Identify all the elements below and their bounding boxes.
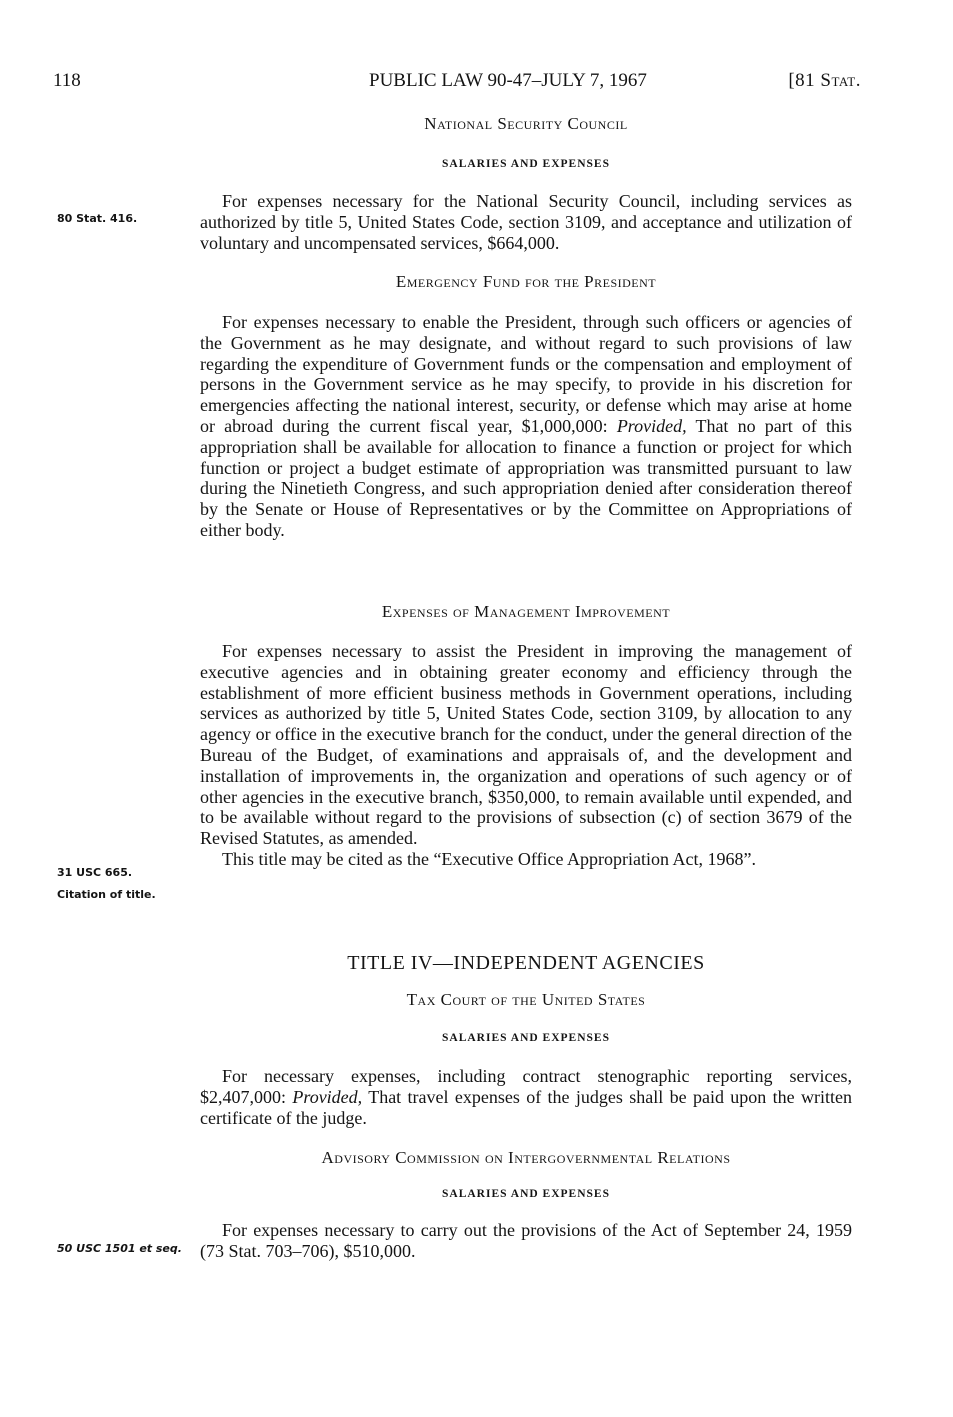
page-header xyxy=(53,70,861,94)
management-paragraph xyxy=(200,641,852,870)
advisory-text: For expenses necessary to carry out the provisions of the Act of September 24, 1959 (73 Stat. 703–706), $510,000. xyxy=(200,1220,852,1261)
emergency-paragraph xyxy=(200,312,852,541)
stat-reference: [81 Stat. xyxy=(788,70,861,91)
nsc-subheading: SALARIES AND EXPENSES xyxy=(442,158,610,170)
emergency-text-rest: That no part of this appropriation shall be available for allocation to finance a function or project for which function or project a budget estimate of appropriation was transmitted pursuant to law during the Ninetieth Congress, and such appropriation denied after consideration thereof by the Senate or House of Representatives or by the Committee on Appropriations of either body. xyxy=(200,415,852,540)
title-citation-text: This title may be cited as the “Executive Office Appropriation Act, 1968”. xyxy=(222,848,757,869)
running-title: PUBLIC LAW 90-47–JULY 7, 1967 xyxy=(369,70,647,91)
nsc-text: For expenses necessary for the National Security Council, including services as authorized by title 5, United States Code, section 3109, and acceptance and utilization of voluntary and uncompensated services, $664,000. xyxy=(200,191,852,253)
title-iv-heading: TITLE IV—INDEPENDENT AGENCIES xyxy=(347,952,705,974)
margin-note-citation: Citation of title. xyxy=(57,888,156,901)
management-text: For expenses necessary to assist the President in improving the management of executive agencies and in obtaining greater economy and efficiency through the establishment of more efficient business methods in Government operations, including services as authorized by title 5, United States Code, section 3109, by allocation to any agency or office in the executive branch for the conduct, under the general direction of the Bureau of the Budget, of examinations and appraisals of, and the development and installation of improvements in, the organization and operations of such agency or of other agencies in the executive branch, $350,000, to remain available until expended, and to be available without regard to the provisions of subsection (c) of section 3679 of the Revised Statutes, as amended. xyxy=(200,641,852,849)
tax-court-text xyxy=(200,1066,852,1128)
management-heading: Expenses of Management Improvement xyxy=(381,602,671,621)
margin-note-50-usc: 50 USC 1501 et seq. xyxy=(57,1242,182,1255)
margin-note-80-stat: 80 Stat. 416. xyxy=(57,212,138,225)
tax-court-paragraph xyxy=(200,1066,852,1128)
tax-court-heading: Tax Court of the United States xyxy=(406,990,646,1009)
emergency-text-main: For expenses necessary to enable the President, through such officers or agencies of the Government as he may designate, and without regard to such provisions of law regarding the expenditure of Government funds or the compensation and employment of persons in the Government service as he may specify, to provide in his discretion for emergencies affecting the national interest, security, or defense which may arise at home or abroad during the current fiscal year, $1,000,000: xyxy=(200,312,852,436)
advisory-paragraph xyxy=(200,1220,852,1262)
margin-note-31-usc: 31 USC 665. xyxy=(57,866,133,879)
nsc-heading: National Security Council xyxy=(424,114,628,133)
emergency-heading: Emergency Fund for the President xyxy=(395,272,657,291)
advisory-subheading: SALARIES AND EXPENSES xyxy=(442,1188,610,1200)
page-number: 118 xyxy=(53,70,81,91)
tax-court-text-rest: That travel expenses of the judges shall be paid upon the written certificate of the judge. xyxy=(200,1086,852,1128)
nsc-paragraph xyxy=(200,191,852,253)
tax-court-text-main: For necessary expenses, including contract stenographic reporting services, $2,407,000: xyxy=(200,1066,852,1107)
tax-court-subheading: SALARIES AND EXPENSES xyxy=(442,1032,610,1044)
tax-court-proviso: Provided, xyxy=(292,1086,363,1107)
emergency-proviso: Provided, xyxy=(616,415,687,436)
advisory-heading: Advisory Commission on Intergovernmental Relations xyxy=(321,1148,731,1167)
emergency-text xyxy=(200,312,852,541)
